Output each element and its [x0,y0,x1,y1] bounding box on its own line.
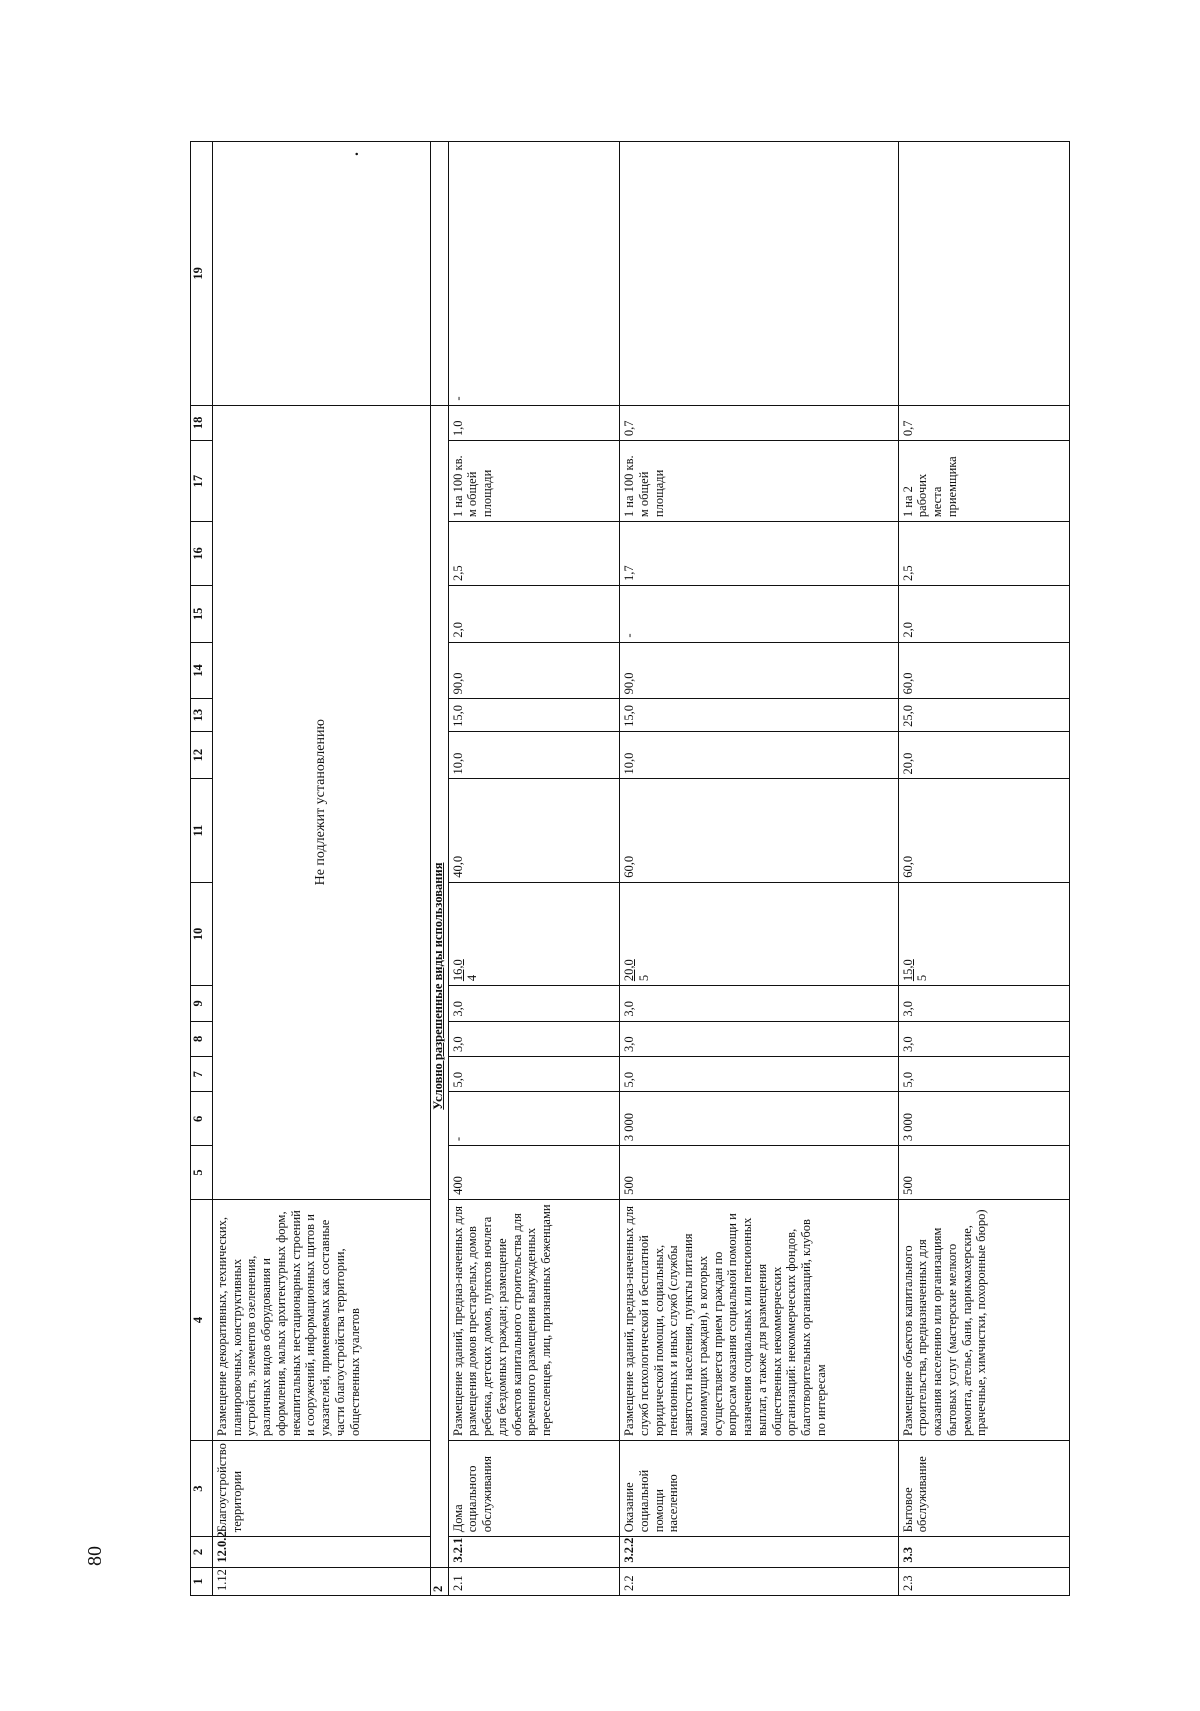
cell-col9: 3,0 [620,986,898,1021]
use-code: 3.2.1 [448,1537,619,1567]
section-row [431,142,449,1596]
row-number: 2.2 [620,1567,898,1595]
column-number: 13 [191,699,213,731]
use-name: Дома социального обслуживания [448,1441,619,1537]
cell-col9: 3,0 [448,986,619,1021]
column-number: 19 [191,142,213,406]
cell-col12: 20,0 [898,731,1069,779]
cell-col14: 90,0 [448,642,619,699]
cell-col13: 15,0 [620,699,898,731]
cell-col14: 60,0 [898,642,1069,699]
cell-col19 [620,142,898,406]
column-number: 12 [191,731,213,779]
cell-col8: 3,0 [448,1021,619,1056]
page-number: 80 [84,1546,106,1566]
column-number: 4 [191,1199,213,1440]
cell-col7: 5,0 [620,1057,898,1092]
cell-col19: - [448,142,619,406]
cell-col13: 15,0 [448,699,619,731]
value-numerator: 16,0 [450,959,465,982]
use-description: Размещение зданий, предназ-наченных для размещения домов престарелых, домов ребенка, детских домов, пунктов ночлега для бездомных граждан; размещение объектов капитального строительства для временного размещения вынужденных переселенцев, лиц, признанных беженцами [448,1199,619,1440]
cell-col17: 1 на 2 рабочих места приемщика [898,441,1069,522]
use-code: 12.0.2 [212,1537,430,1567]
use-name: Благоустройство территории [212,1441,430,1537]
column-number: 2 [191,1537,213,1567]
cell-col5: 500 [898,1146,1069,1200]
row-number: 2.1 [448,1567,619,1595]
column-number: 11 [191,779,213,882]
section-title-cell [431,405,449,1567]
cell-col6: - [448,1092,619,1146]
cell-col6: 3 000 [620,1092,898,1146]
table-row [898,142,1069,1596]
column-number: 14 [191,642,213,699]
column-number: 16 [191,522,213,586]
column-number: 10 [191,882,213,985]
cell-col19 [898,142,1069,406]
not-applicable-cell: Не подлежит установлению [212,405,430,1199]
cell-col13: 25,0 [898,699,1069,731]
table-row [620,142,898,1596]
row-number: 1.12 [212,1567,430,1595]
value-denominator: 4 [465,974,480,982]
section-title: Условно разрешенные виды использования [431,862,445,1110]
column-number: 18 [191,405,213,440]
cell-col11: 60,0 [620,779,898,882]
cell-col15: 2,0 [448,585,619,642]
use-code: 3.2.2 [620,1537,898,1567]
use-name: Бытовое обслуживание [898,1441,1069,1537]
cell-col10 [898,882,1069,985]
cell-col6: 3 000 [898,1092,1069,1146]
cell-col14: 90,0 [620,642,898,699]
cell-col7: 5,0 [898,1057,1069,1092]
cell-col18: 1,0 [448,405,619,440]
cell-col16: 1,7 [620,522,898,586]
use-code: 3.3 [898,1537,1069,1567]
cell-col9: 3,0 [898,986,1069,1021]
column-number-row [191,142,213,1596]
column-number: 3 [191,1441,213,1537]
section-empty [431,142,449,406]
cell-col17: 1 на 100 кв. м общей площади [620,441,898,522]
section-number: 2 [431,1567,449,1595]
use-description: Размещение декоративных, технических, планировочных, конструктивных устройств, элементов озеленения, различных видов оборудования и оформления, малых архитектурных форм, некапитальных нестационарных строений и сооружений, информационных щитов и указателей, применяемых как составные части благоустройства территории, общественных туалетов [212,1199,430,1440]
cell-col12: 10,0 [620,731,898,779]
use-name: Оказание социальной помощи населению [620,1441,898,1537]
column-number: 8 [191,1021,213,1056]
column-number: 15 [191,585,213,642]
column-number: 9 [191,986,213,1021]
cell-col11: 40,0 [448,779,619,882]
cell-col12: 10,0 [448,731,619,779]
cell-col5: 500 [620,1146,898,1200]
column-number: 1 [191,1567,213,1595]
value-numerator: 20,0 [622,959,637,982]
mark: . [344,152,362,156]
cell-col11: 60,0 [898,779,1069,882]
rotated-table-wrapper [190,141,1070,1596]
cell-col17: 1 на 100 кв. м общей площади [448,441,619,522]
value-denominator: 5 [915,974,930,982]
cell-col10 [620,882,898,985]
table-row [448,142,619,1596]
row-number: 2.3 [898,1567,1069,1595]
column-number: 5 [191,1146,213,1200]
permitted-use-table [190,141,1070,1596]
cell-col16: 2,5 [898,522,1069,586]
cell-col8: 3,0 [898,1021,1069,1056]
cell-col15: 2,0 [898,585,1069,642]
value-numerator: 15,0 [900,959,915,982]
cell-col10 [448,882,619,985]
cell-col15: - [620,585,898,642]
column-number: 17 [191,441,213,522]
cell-col18: 0,7 [620,405,898,440]
column-number: 6 [191,1092,213,1146]
cell-col18: 0,7 [898,405,1069,440]
cell-col7: 5,0 [448,1057,619,1092]
value-denominator: 5 [636,974,651,982]
column-number: 7 [191,1057,213,1092]
cell-col16: 2,5 [448,522,619,586]
table-row [212,142,430,1596]
use-description: Размещение объектов капитального строительства, предназначенных для оказания населению или организациям бытовых услуг (мастерские мелкого ремонта, ателье, бани, парикмахерские, прачечные, химчистки, похоронные бюро) [898,1199,1069,1440]
cell-col19 [212,142,430,406]
use-description: Размещение зданий, предназ-наченных для служб психологической и бесплатной юридической помощи, социальных, пенсионных и иных служб (службы занятости населения, пункты питания малоимущих граждан), в которых осуществляется прием граждан по вопросам оказания социальной помощи и назначения социальных или пенсионных выплат, а также для размещения общественных некоммерческих организаций: некоммерческих фондов, благотворительных организаций, клубов по интересам [620,1199,898,1440]
cell-col8: 3,0 [620,1021,898,1056]
cell-col5: 400 [448,1146,619,1200]
